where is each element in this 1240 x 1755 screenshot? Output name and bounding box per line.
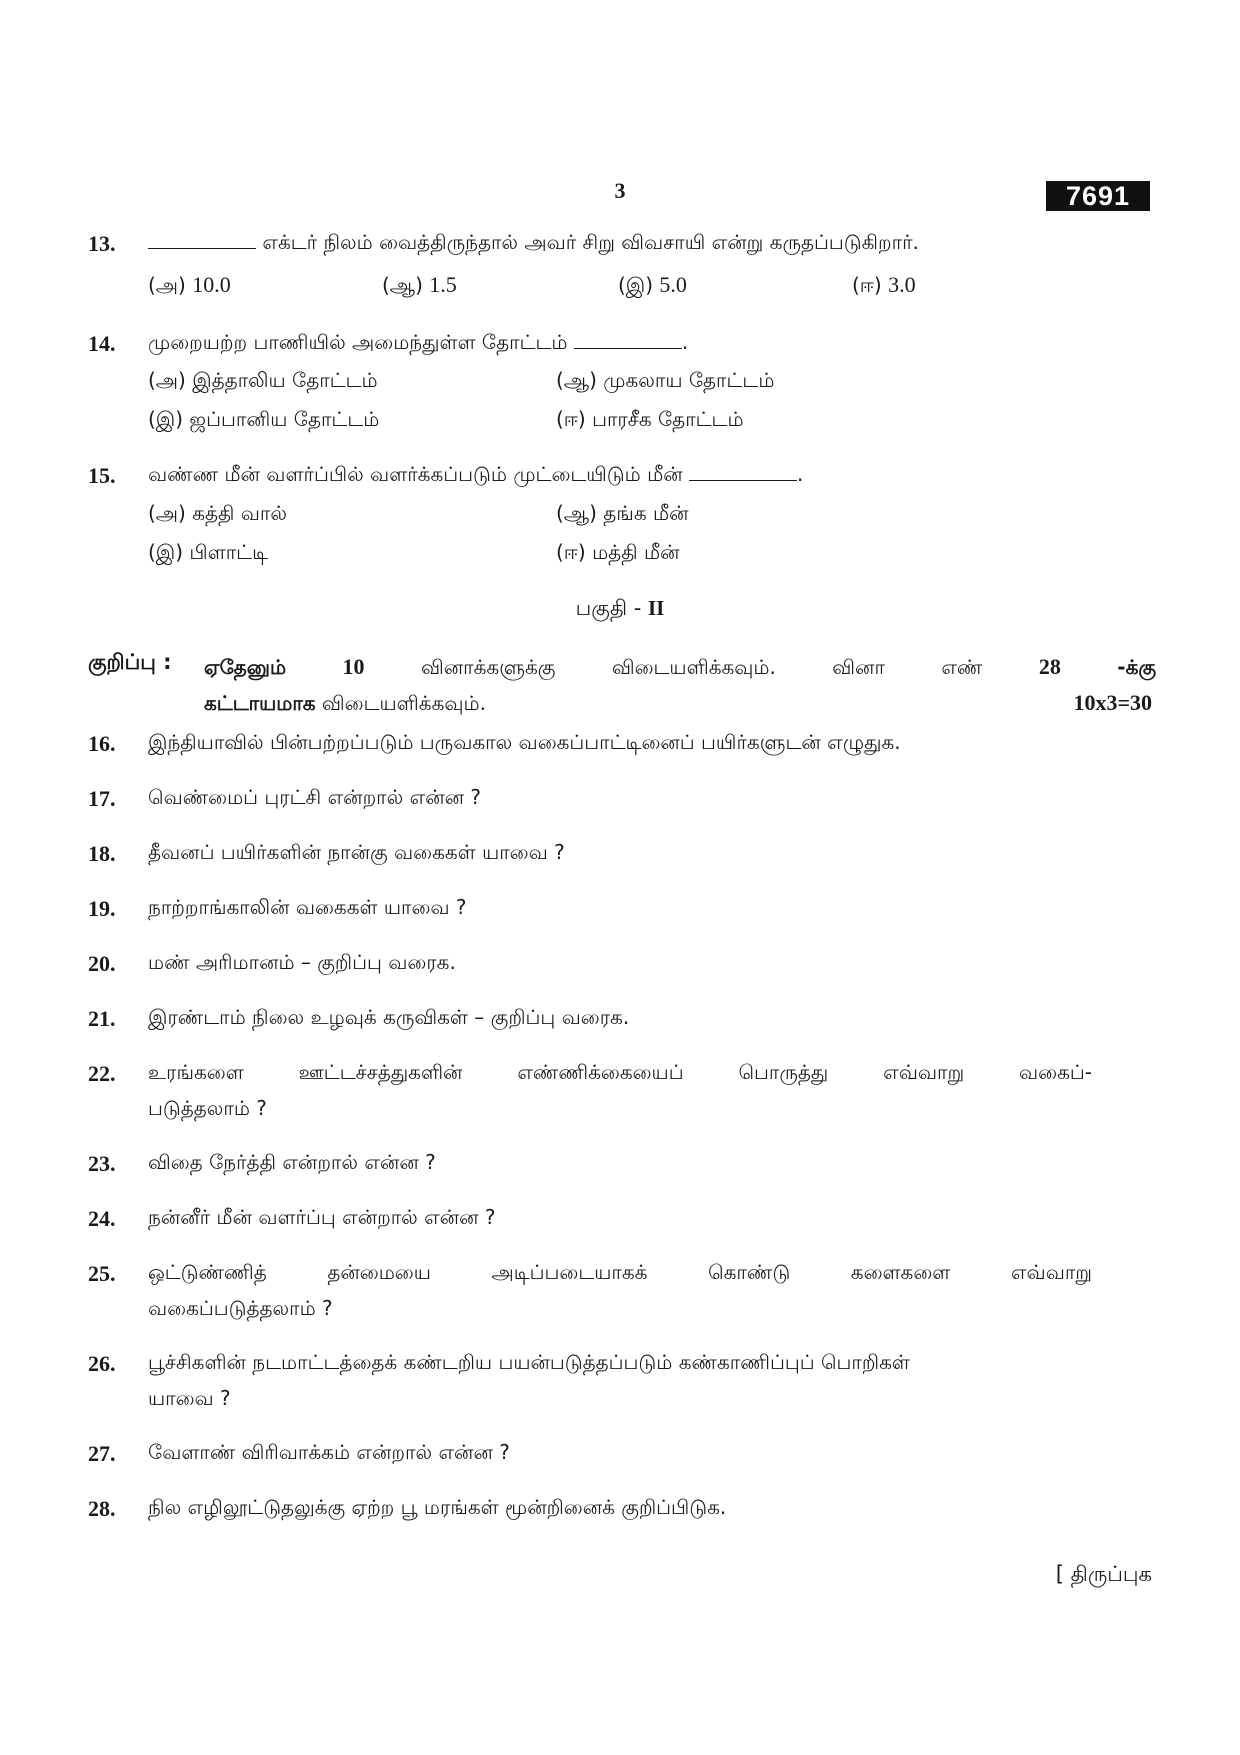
question-number: 23. [88,1151,116,1176]
option-c: (இ) பிளாட்டி [148,540,268,564]
question-text: எக்டர் நிலம் வைத்திருந்தால் அவர் சிறு விவசாயி என்று கருதப்படுகிறார். [148,225,1092,259]
question-text: முறையற்ற பாணியில் அமைந்துள்ள தோட்டம் . [148,330,689,354]
question-text: விதை நேர்த்தி என்றால் என்ன ? [148,1150,436,1174]
question-text: ஒட்டுண்ணித் தன்மையை அடிப்படையாகக் கொண்டு களைகளை எவ்வாறு [148,1260,1092,1284]
question-number: 22. [88,1061,116,1086]
answer-blank [148,230,256,249]
paper-code-badge: 7691 [1046,181,1150,211]
option-c: (இ) ஜப்பானிய தோட்டம் [148,407,380,431]
question-number: 16. [88,731,116,756]
instruction-note: ஏதேனும் 10 வினாக்களுக்கு விடையளிக்கவும். வினா எண் 28 -க்கு [204,654,1157,679]
question-text-continued: படுத்தலாம் ? [148,1096,267,1120]
question-text: நன்னீர் மீன் வளர்ப்பு என்றால் என்ன ? [148,1205,496,1229]
question-text: மண் அரிமானம் – குறிப்பு வரைக. [148,950,456,974]
option-a: (அ) கத்தி வால் [148,501,287,525]
option-b: (ஆ) 1.5 [382,272,457,297]
question-text: நில எழிலூட்டுதலுக்கு ஏற்ற பூ மரங்கள் மூன்றினைக் குறிப்பிடுக. [148,1495,727,1519]
option-a: (அ) 10.0 [148,272,231,297]
question-number: 19. [88,896,116,921]
question-number: 27. [88,1441,116,1466]
question-number: 25. [88,1261,116,1286]
question-number: 26. [88,1351,116,1376]
option-d: (ஈ) 3.0 [852,272,916,297]
note-label: குறிப்பு : [88,650,172,674]
question-text: வெண்மைப் புரட்சி என்றால் என்ன ? [148,785,481,809]
question-number: 28. [88,1496,116,1521]
question-number: 14. [88,331,116,356]
marks-allocation: 10x3=30 [1073,690,1152,715]
question-number: 21. [88,1006,116,1031]
question-text: தீவனப் பயிர்களின் நான்கு வகைகள் யாவை ? [148,840,565,864]
question-text: இரண்டாம் நிலை உழவுக் கருவிகள் – குறிப்பு வரைக. [148,1005,630,1029]
page-number: 3 [614,178,626,203]
option-c: (இ) 5.0 [618,272,687,297]
option-a: (அ) இத்தாலிய தோட்டம் [148,368,378,392]
question-text: நாற்றாங்காலின் வகைகள் யாவை ? [148,895,467,919]
question-number: 20. [88,951,116,976]
option-d: (ஈ) மத்தி மீன் [556,540,680,564]
option-d: (ஈ) பாரசீக தோட்டம் [556,407,744,431]
question-text-continued: வகைப்படுத்தலாம் ? [148,1296,333,1320]
question-text: பூச்சிகளின் நடமாட்டத்தைக் கண்டறிய பயன்படுத்தப்படும் கண்காணிப்புப் பொறிகள் [148,1350,910,1374]
question-text: வண்ண மீன் வளர்ப்பில் வளர்க்கப்படும் முட்டையிடும் மீன் . [148,462,804,486]
answer-blank [689,462,797,481]
question-number: 17. [88,786,116,811]
question-text: இந்தியாவில் பின்பற்றப்படும் பருவகால வகைப்பாட்டினைப் பயிர்களுடன் எழுதுக. [148,730,901,754]
question-number: 15. [88,463,116,488]
question-number: 13. [88,231,116,256]
section-heading: பகுதி - II [575,596,665,620]
question-text-continued: யாவை ? [148,1386,231,1410]
turn-over-note: [ திருப்புக [1055,1562,1152,1586]
question-number: 18. [88,841,116,866]
question-number: 24. [88,1206,116,1231]
option-b: (ஆ) தங்க மீன் [556,501,689,525]
question-text: உரங்களை ஊட்டச்சத்துகளின் எண்ணிக்கையைப் பொருத்து எவ்வாறு வகைப்- [148,1060,1092,1084]
option-b: (ஆ) முகலாய தோட்டம் [556,368,775,392]
instruction-note-continued: கட்டாயமாக விடையளிக்கவும். [204,691,486,715]
question-text: வேளாண் விரிவாக்கம் என்றால் என்ன ? [148,1440,510,1464]
answer-blank [574,330,682,349]
